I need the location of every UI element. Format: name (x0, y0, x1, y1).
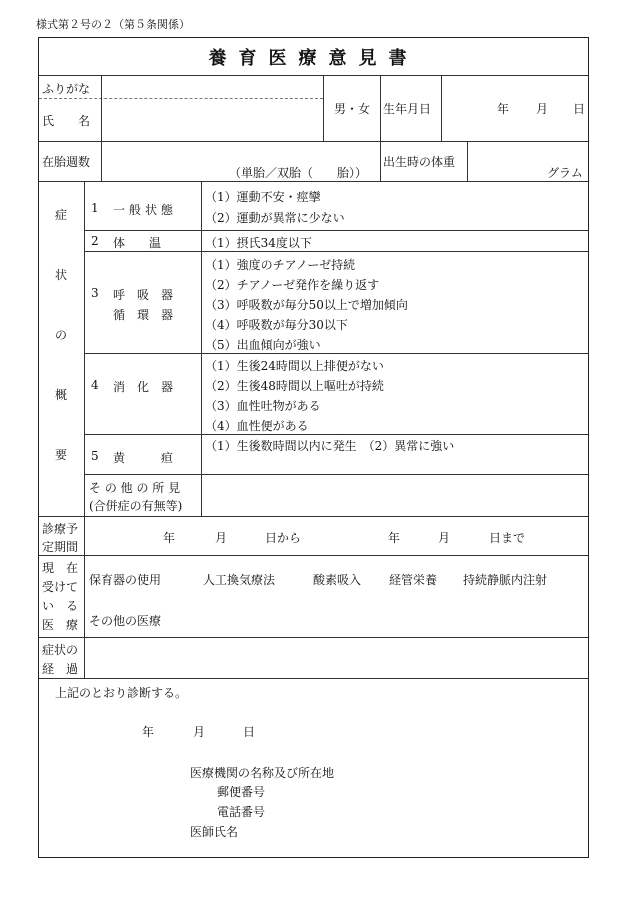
gram-unit: グラム (547, 166, 583, 180)
furigana-label: ふりがな (42, 82, 91, 96)
rule (84, 181, 85, 678)
treatment-other: その他の医療 (89, 614, 162, 628)
rule (84, 251, 588, 252)
category-number: 4 (91, 378, 99, 392)
birth-day: 日 (573, 102, 586, 116)
name-label: 氏 名 (42, 114, 91, 128)
period-until-month: 月 (438, 531, 451, 545)
rule (101, 75, 102, 181)
current-treatment-label: 現 在 (42, 561, 79, 575)
symptom-item: （1）摂氏34度以下 (205, 236, 312, 250)
category-name: 体 温 (113, 236, 162, 250)
rule (201, 181, 202, 516)
symptom-item: （1）運動不安・痙攣 (205, 190, 321, 204)
category-name-secondary: 循 環 器 (113, 308, 174, 322)
symptom-item: （1）生後数時間以内に発生 （2）異常に強い (205, 439, 455, 453)
birth-type: （単胎／双胎（ 胎）） (229, 166, 368, 180)
current-treatment-label: い る (42, 599, 79, 613)
category-number: 3 (91, 286, 99, 300)
treatment-option: 保育器の使用 (89, 573, 162, 587)
rule (84, 434, 588, 435)
birth-year: 年 (497, 102, 510, 116)
symptom-item: （1）強度のチアノーゼ持続 (205, 258, 356, 272)
category-name: 黄 疸 (113, 451, 174, 465)
period-from: 日から (265, 531, 302, 545)
furigana-rule (39, 98, 323, 99)
period-label: 診療予 (42, 522, 79, 536)
treatment-option: 酸素吸入 (313, 573, 362, 587)
symptom-item: （4）血性便がある (205, 419, 309, 433)
rule (84, 230, 588, 231)
diagnosis-year: 年 (142, 725, 155, 739)
rule (84, 353, 588, 354)
section-char: 概 (55, 388, 68, 402)
rule (39, 555, 588, 556)
birthdate-label: 生年月日 (383, 102, 432, 116)
symptom-item: （5）出血傾向が強い (205, 338, 321, 352)
rule (39, 637, 588, 638)
symptom-item: （3）血性吐物がある (205, 399, 321, 413)
category-number: 1 (91, 201, 99, 215)
postal-label: 郵便番号 (217, 785, 266, 799)
diagnosis-statement: 上記のとおり診断する。 (55, 686, 188, 700)
symptom-item: （2）運動が異常に少ない (205, 211, 345, 225)
complications-label: (合併症の有無等) (89, 499, 183, 513)
category-name: 一般状態 (113, 203, 178, 217)
sex-options: 男・女 (334, 102, 371, 116)
category-name: 呼 吸 器 (113, 288, 174, 302)
rule (467, 141, 468, 181)
progress-label: 経 過 (42, 662, 79, 676)
diagnosis-day: 日 (243, 725, 256, 739)
symptom-item: （2）チアノーゼ発作を繰り返す (205, 278, 380, 292)
section-char: 要 (55, 448, 68, 462)
form-title: 養育医療意見書 (208, 48, 419, 69)
rule (84, 474, 588, 475)
gestation-label: 在胎週数 (42, 155, 91, 169)
rule (39, 141, 588, 142)
section-char: の (55, 328, 68, 342)
symptom-item: （4）呼吸数が毎分30以下 (205, 318, 348, 332)
symptom-item: （1）生後24時間以上排便がない (205, 359, 384, 373)
opinion-form (38, 37, 589, 858)
section-char: 症 (55, 208, 68, 222)
treatment-option: 持続静脈内注射 (463, 573, 548, 587)
symptom-item: （3）呼吸数が毎分50以上で増加傾向 (205, 298, 408, 312)
birth-weight-label: 出生時の体重 (383, 155, 456, 169)
birth-month: 月 (536, 102, 549, 116)
rule (39, 516, 588, 517)
rule (39, 181, 588, 182)
phone-label: 電話番号 (217, 805, 266, 819)
doctor-label: 医師氏名 (190, 825, 239, 839)
treatment-option: 人工換気療法 (203, 573, 276, 587)
rule (39, 75, 588, 76)
period-until: 日まで (489, 531, 526, 545)
form-number: 様式第２号の２（第５条関係） (36, 18, 190, 31)
period-from-year: 年 (163, 531, 176, 545)
category-name: 消 化 器 (113, 380, 174, 394)
current-treatment-label: 医 療 (42, 618, 79, 632)
other-findings-label: そ の 他 の 所 見 (89, 481, 181, 495)
period-label: 定期間 (42, 540, 79, 554)
treatment-option: 経管栄養 (389, 573, 438, 587)
rule (441, 75, 442, 141)
rule (323, 75, 324, 141)
period-until-year: 年 (388, 531, 401, 545)
rule (380, 75, 381, 181)
symptom-item: （2）生後48時間以上嘔吐が持続 (205, 379, 384, 393)
section-char: 状 (55, 268, 68, 282)
category-number: 5 (91, 449, 99, 463)
progress-label: 症状の (42, 643, 79, 657)
diagnosis-month: 月 (193, 725, 206, 739)
period-from-month: 月 (215, 531, 228, 545)
current-treatment-label: 受けて (42, 580, 79, 594)
institution-label: 医療機関の名称及び所在地 (190, 766, 335, 780)
rule (39, 678, 588, 679)
category-number: 2 (91, 234, 99, 248)
